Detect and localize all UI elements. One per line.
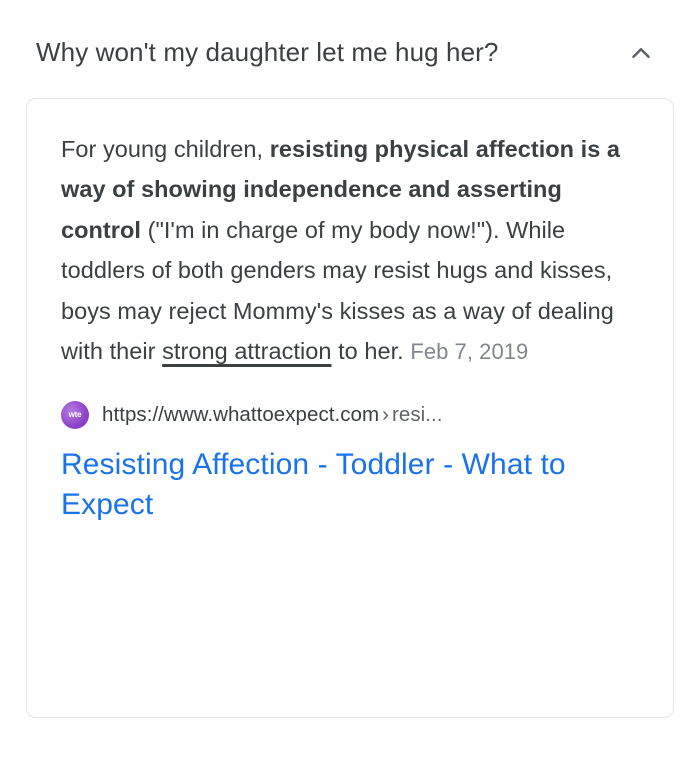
- source-url[interactable]: [102, 403, 443, 427]
- snippet-date: Feb 7, 2019: [410, 339, 529, 365]
- breadcrumb-separator: ›: [382, 403, 390, 427]
- question-header[interactable]: [0, 0, 700, 76]
- snippet-lead: For young children,: [61, 136, 270, 162]
- snippet-text: [61, 129, 639, 371]
- snippet-tail: to her.: [331, 338, 411, 365]
- question-title: Why won't my daughter let me hug her?: [36, 37, 499, 68]
- featured-snippet-card: [26, 98, 674, 718]
- source-domain: https://www.whattoexpect.com: [102, 403, 380, 427]
- site-favicon-icon: wte: [61, 401, 89, 429]
- chevron-up-icon[interactable]: [618, 30, 664, 76]
- source-breadcrumb: resi...: [392, 403, 443, 427]
- snippet-underlined: strong attraction: [162, 338, 332, 365]
- snippet-bold: resisting physical affection is a way of showing independence and asserting control: [61, 136, 621, 243]
- source-line[interactable]: [61, 401, 639, 429]
- result-title-link[interactable]: Resisting Affection - Toddler - What to Expect: [61, 448, 566, 522]
- snippet-middle: ("I'm in charge of my body now!"). While toddlers of both genders may resist hugs and kisses, boys may reject Mommy's kisses as a way of dealing with their: [61, 216, 614, 365]
